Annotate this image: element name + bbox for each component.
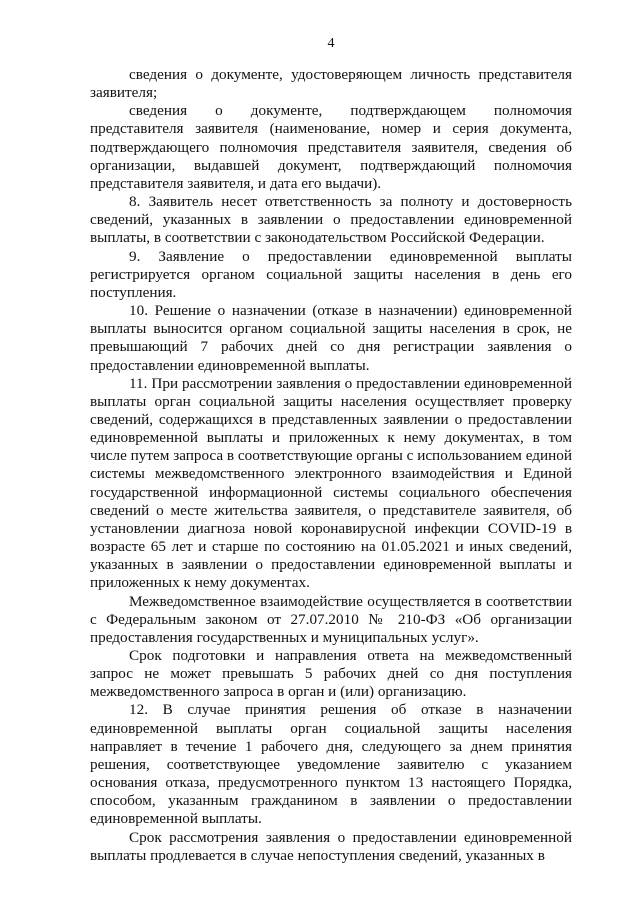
paragraph-representative-authority: сведения о документе, подтверждающем полномочия представителя заявителя (наименование, номер и серия документа, подтверждающего полномочия представителя заявителя, сведения об организации, выдавшей документ, подтверждающий полномочия представителя заявителя, и дата его выдачи). bbox=[90, 102, 572, 192]
paragraph-item-9: 9. Заявление о предоставлении единовременной выплаты регистрируется органом социальной защиты населения в день его поступления. bbox=[90, 247, 572, 301]
paragraph-response-deadline: Срок подготовки и направления ответа на межведомственный запрос не может превышать 5 рабочих дней со дня поступления межведомственного запроса в орган и (или) организацию. bbox=[90, 647, 572, 701]
document-body bbox=[90, 66, 572, 865]
paragraph-item-12: 12. В случае принятия решения об отказе в назначении единовременной выплаты орган социальной защиты населения направляет в течение 1 рабочего дня, следующего за днем принятия решения, соответствующее уведомление заявителю с указанием основания отказа, предусмотренного пунктом 13 настоящего Порядка, способом, указанным гражданином в заявлении о предоставлении единовременной выплаты. bbox=[90, 701, 572, 828]
paragraph-item-8: 8. Заявитель несет ответственность за полноту и достоверность сведений, указанных в заявлении о предоставлении единовременной выплаты, в соответствии с законодательством Российской Федерации. bbox=[90, 193, 572, 247]
paragraph-review-extension: Срок рассмотрения заявления о предоставлении единовременной выплаты продлевается в случае непоступления сведений, указанных в bbox=[90, 828, 572, 864]
paragraph-representative-identity: сведения о документе, удостоверяющем личность представителя заявителя; bbox=[90, 66, 572, 102]
paragraph-item-10: 10. Решение о назначении (отказе в назначении) единовременной выплаты выносится органом социальной защиты населения в срок, не превышающий 7 рабочих дней со дня регистрации заявления о предоставлении единовременной выплаты. bbox=[90, 302, 572, 374]
page-number: 4 bbox=[327, 36, 335, 51]
paragraph-interagency-cooperation: Межведомственное взаимодействие осуществляется в соответствии с Федеральным законом от 27.07.2010 № 210-ФЗ «Об организации предоставления государственных и муниципальных услуг». bbox=[90, 592, 572, 646]
paragraph-item-11: 11. При рассмотрении заявления о предоставлении единовременной выплаты орган социальной защиты населения осуществляет проверку сведений, содержащихся в представленных заявлении о предоставлении единовременной выплаты и приложенных к нему документах, в том числе путем запроса в соответствующие органы с использованием единой системы межведомственного электронного взаимодействия и Единой государственной информационной системы социального обеспечения сведений о месте жительства заявителя, о представителе заявителя, об установлении диагноза новой коронавирусной инфекции COVID-19 в возрасте 65 лет и старше по состоянию на 01.05.2021 и иных сведений, указанных в заявлении о предоставлении единовременной выплаты и приложенных к нему документах. bbox=[90, 374, 572, 592]
